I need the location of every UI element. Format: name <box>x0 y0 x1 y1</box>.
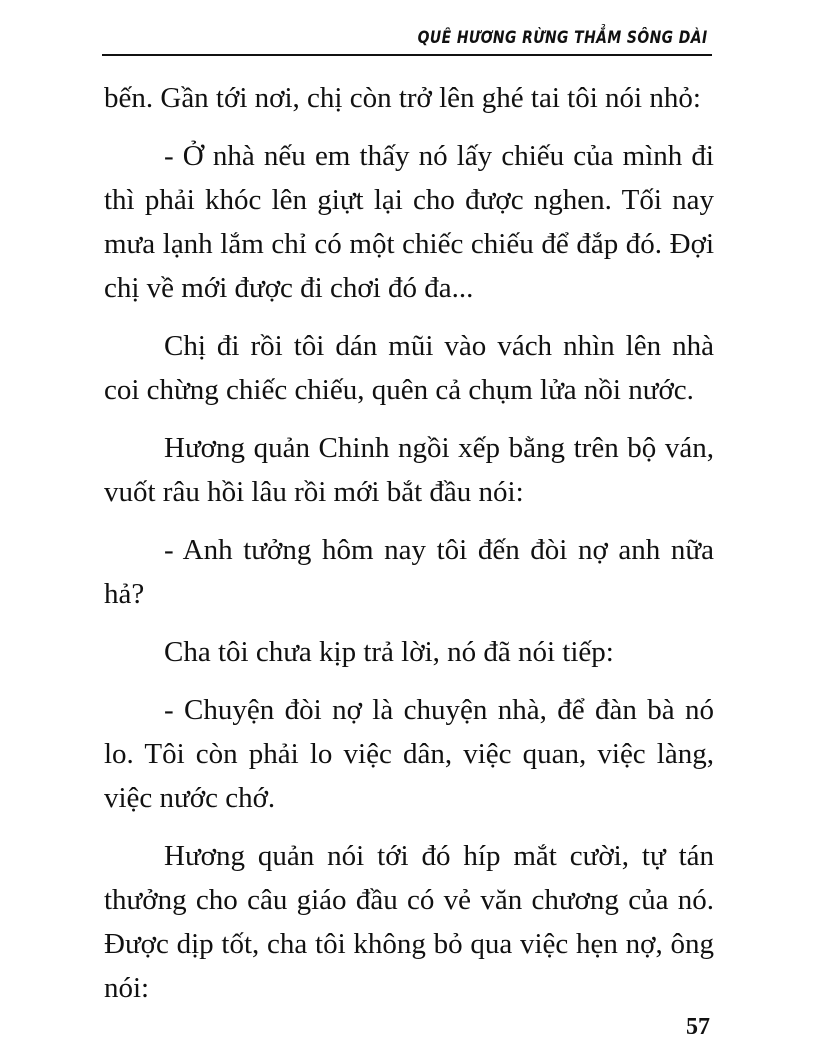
running-title: QUÊ HƯƠNG RỪNG THẲM SÔNG DÀI <box>418 28 708 48</box>
paragraph: Chị đi rồi tôi dán mũi vào vách nhìn lên nhà coi chừng chiếc chiếu, quên cả chụm lửa nồi nước. <box>104 330 714 406</box>
page-number: 57 <box>686 1014 710 1040</box>
paragraph: - Chuyện đòi nợ là chuyện nhà, để đàn bà nó lo. Tôi còn phải lo việc dân, việc quan, việc làng, việc nước chớ. <box>104 694 714 814</box>
paragraph: Cha tôi chưa kịp trả lời, nó đã nói tiếp: <box>164 636 614 668</box>
page-header <box>102 22 712 56</box>
body-text <box>104 76 714 1024</box>
paragraph: Hương quản nói tới đó híp mắt cười, tự tán thưởng cho câu giáo đầu có vẻ văn chương của nó. Được dịp tốt, cha tôi không bỏ qua việc hẹn nợ, ông nói: <box>104 840 714 1004</box>
paragraph: Hương quản Chinh ngồi xếp bằng trên bộ ván, vuốt râu hồi lâu rồi mới bắt đầu nói: <box>104 432 714 508</box>
paragraph: - Ở nhà nếu em thấy nó lấy chiếu của mình đi thì phải khóc lên giựt lại cho được nghen. Tối nay mưa lạnh lắm chỉ có một chiếc chiếu để đắp đó. Đợi chị về mới được đi chơi đó đa... <box>104 140 714 304</box>
paragraph: - Anh tưởng hôm nay tôi đến đòi nợ anh nữa hả? <box>104 534 714 610</box>
paragraph-continued: bến. Gần tới nơi, chị còn trở lên ghé tai tôi nói nhỏ: <box>104 82 701 114</box>
